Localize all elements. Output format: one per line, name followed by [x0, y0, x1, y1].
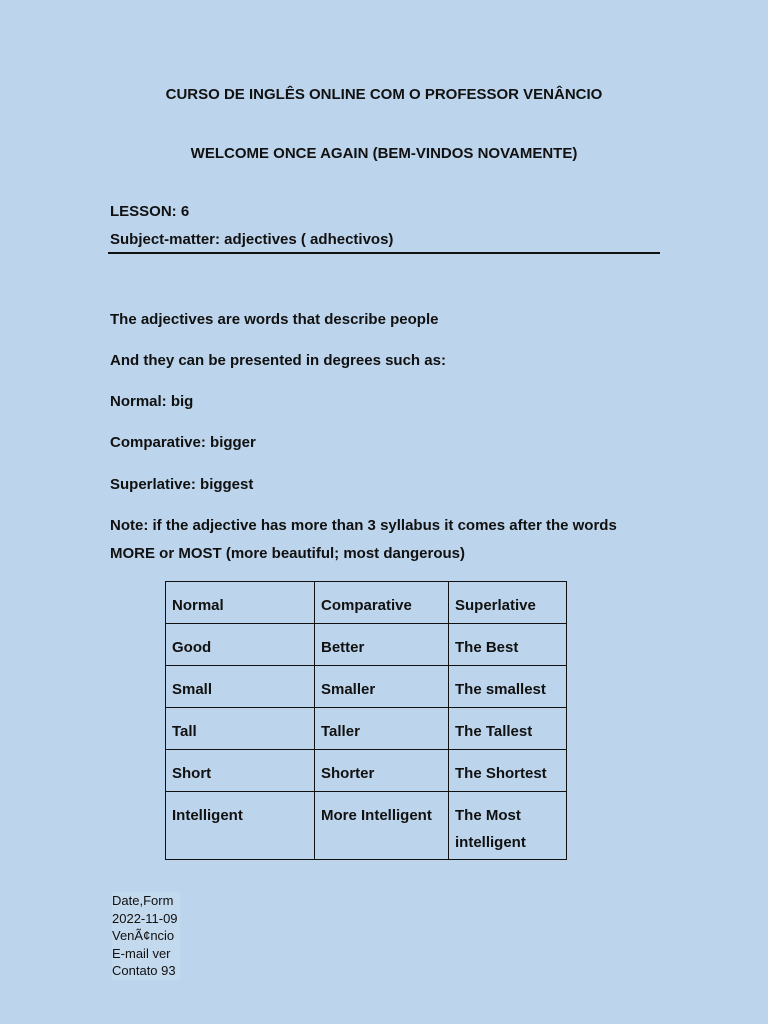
table-row	[166, 750, 567, 792]
superlative-example: Superlative: biggest	[110, 476, 254, 493]
table-cell: Smaller	[315, 666, 449, 708]
note-line-2: MORE or MOST (more beautiful; most dangerous)	[110, 545, 466, 562]
table-cell: Short	[166, 750, 315, 792]
table-cell: Small	[166, 666, 315, 708]
table-cell: More Intelligent	[315, 792, 449, 860]
document-metadata	[112, 892, 180, 980]
metadata-line: Date,Form	[112, 893, 174, 908]
table-cell: Shorter	[315, 750, 449, 792]
lesson-number: LESSON: 6	[110, 203, 190, 220]
header-cell-superlative: Superlative	[449, 582, 567, 624]
welcome-heading: WELCOME ONCE AGAIN (BEM-VINDOS NOVAMENTE)	[190, 145, 578, 162]
adjectives-table	[165, 581, 567, 860]
metadata-line: Contato 93	[112, 963, 176, 978]
table-row	[166, 708, 567, 750]
note-line-1: Note: if the adjective has more than 3 syllabus it comes after the words	[110, 517, 617, 534]
metadata-line: 2022-11-09	[112, 910, 178, 926]
table-row	[166, 624, 567, 666]
table-cell: The Most intelligent	[449, 792, 567, 860]
table-cell: The Shortest	[449, 750, 567, 792]
table-cell: Intelligent	[166, 792, 315, 860]
comparative-example: Comparative: bigger	[110, 434, 256, 451]
subject-divider	[108, 252, 660, 254]
table-cell: Good	[166, 624, 315, 666]
header-cell-comparative: Comparative	[315, 582, 449, 624]
metadata-line: VenÃ¢ncio	[112, 928, 175, 943]
intro-text: The adjectives are words that describe people	[110, 311, 439, 328]
table-cell: Tall	[166, 708, 315, 750]
header-cell-normal: Normal	[166, 582, 315, 624]
normal-example: Normal: big	[110, 393, 194, 410]
table-cell: Better	[315, 624, 449, 666]
table-row	[166, 666, 567, 708]
course-title: CURSO DE INGLÊS ONLINE COM O PROFESSOR VENÂNCIO	[165, 86, 603, 103]
table-header-row	[166, 582, 567, 624]
metadata-line: E-mail ver	[112, 945, 171, 961]
table-cell: The Best	[449, 624, 567, 666]
table-row	[166, 792, 567, 860]
table-cell: The smallest	[449, 666, 567, 708]
lesson-subject: Subject-matter: adjectives ( adhectivos)	[110, 231, 394, 248]
table-cell: Taller	[315, 708, 449, 750]
table-cell: The Tallest	[449, 708, 567, 750]
degrees-intro-text: And they can be presented in degrees such as:	[110, 352, 446, 369]
